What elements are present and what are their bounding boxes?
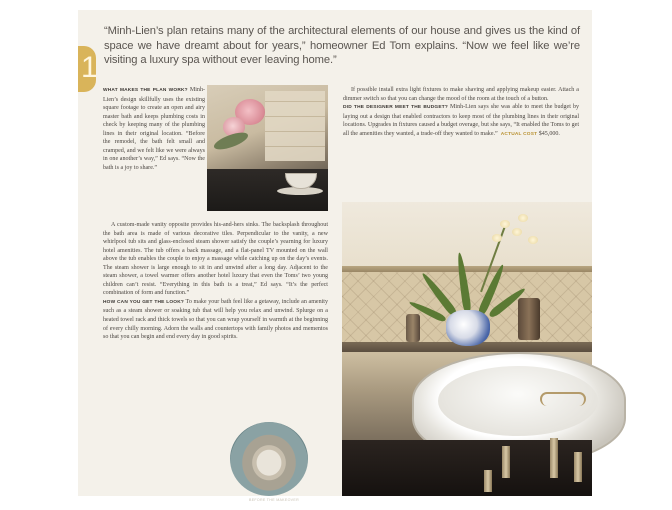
subhead-budget: DID THE DESIGNER MEET THE BUDGET?	[343, 105, 448, 111]
faucet-icon	[502, 446, 510, 478]
orchid-icon	[512, 228, 522, 236]
look-text: To make your bath feel like a getaway, include an amenity such as a steam shower or soaking tub that will help you relax and unwind. Splurge on a heated towel rack and thick towels so that you can wrap yourself in warmth at the beginning of every chilly morning. Adorn the walls and countertops with family photos and mementos so that you can begin and end every day in good spirits.	[103, 298, 328, 341]
before-makeover-photo	[230, 422, 308, 496]
paragraph-get-the-look	[103, 298, 328, 342]
paragraph-budget	[343, 103, 579, 139]
subhead-get-the-look: HOW CAN YOU GET THE LOOK?	[103, 299, 185, 305]
page-number: 1	[81, 51, 98, 84]
bottle-icon	[406, 314, 420, 342]
faucet-icon	[550, 438, 558, 478]
blue-white-planter-icon	[446, 310, 490, 346]
pull-quote: “Minh-Lien’s plan retains many of the architectural elements of our house and gives us the kind of space we have dreamt about for years,” homeowner Ed Tom explains. “Now we feel like we’re visiting a luxury spa without ever leaving home.”	[104, 25, 580, 67]
orchid-icon	[492, 234, 502, 242]
paragraph-plan	[103, 86, 205, 172]
actual-cost-label: ACTUAL COST	[500, 131, 538, 137]
page-number-tab	[78, 46, 96, 92]
paragraph-vanity: A custom-made vanity opposite provides his-and-hers sinks. The backsplash throughout the bath area is made of various decorative tiles. Perpendicular to the vanity, a new whirlpool tub sits and glass-enclosed steam shower satisfy the couple’s yearning for luxury hotel amenities. The tub offers a back massage, and a flat-panel TV mounted on the wall above the tub enables the couple to enjoy a massage while catching up on the day’s events. The steam shower is large enough to sit in and unwind after a long day. Adjacent to the steam shower, a towel warmer offers another hotel luxury that even the Toms’ two young children can’t resist. “Everything in this bath is a treat,” Ed says. “It’s the perfect combination of form and function.”	[103, 222, 328, 297]
article-column-2	[343, 86, 579, 139]
paragraph-lighting: If possible install extra light fixtures to make shaving and applying makeup easier. Attach a dimmer switch so that you can change the mood of the room at the touch of a button.	[343, 87, 579, 102]
plan-text: Minh-Lien’s design skillfully uses the existing square footage to create an open and airy master bath and keeps plumbing costs in check by keeping many of the plumbing lines in their original location. “Before the remodel, the bath felt small and cramped, and we felt like we were always in one another’s way,” Ed says. “Now the bath is a joy to share.”	[103, 87, 205, 171]
article-column-1-body	[103, 221, 328, 342]
whirlpool-tub-photo	[342, 202, 592, 496]
before-photo-caption: BEFORE THE MAKEOVER	[249, 498, 299, 502]
actual-cost-value: $45,000.	[537, 130, 560, 137]
vanity-flowers-photo	[207, 85, 328, 211]
faucet-icon	[574, 452, 582, 482]
budget-text: Minh-Lien says she was able to meet the budget by laying out a design that enabled contractors to keep most of the plumbing lines in their original locations. Upgrades in fixtures caused a budget overage, but she says, “It enabled the Toms to get all the amenities they wanted, a trade-off they wanted to make.”	[343, 104, 579, 137]
article-column-1-top	[103, 86, 205, 172]
subhead-plan-work: WHAT MAKES THE PLAN WORK?	[103, 88, 188, 93]
bottle-icon	[518, 298, 540, 340]
tub-handle-icon	[540, 392, 586, 406]
faucet-icon	[484, 470, 492, 492]
orchid-icon	[518, 214, 528, 222]
orchid-icon	[528, 236, 538, 244]
magazine-page	[78, 10, 592, 502]
orchid-icon	[500, 220, 510, 228]
